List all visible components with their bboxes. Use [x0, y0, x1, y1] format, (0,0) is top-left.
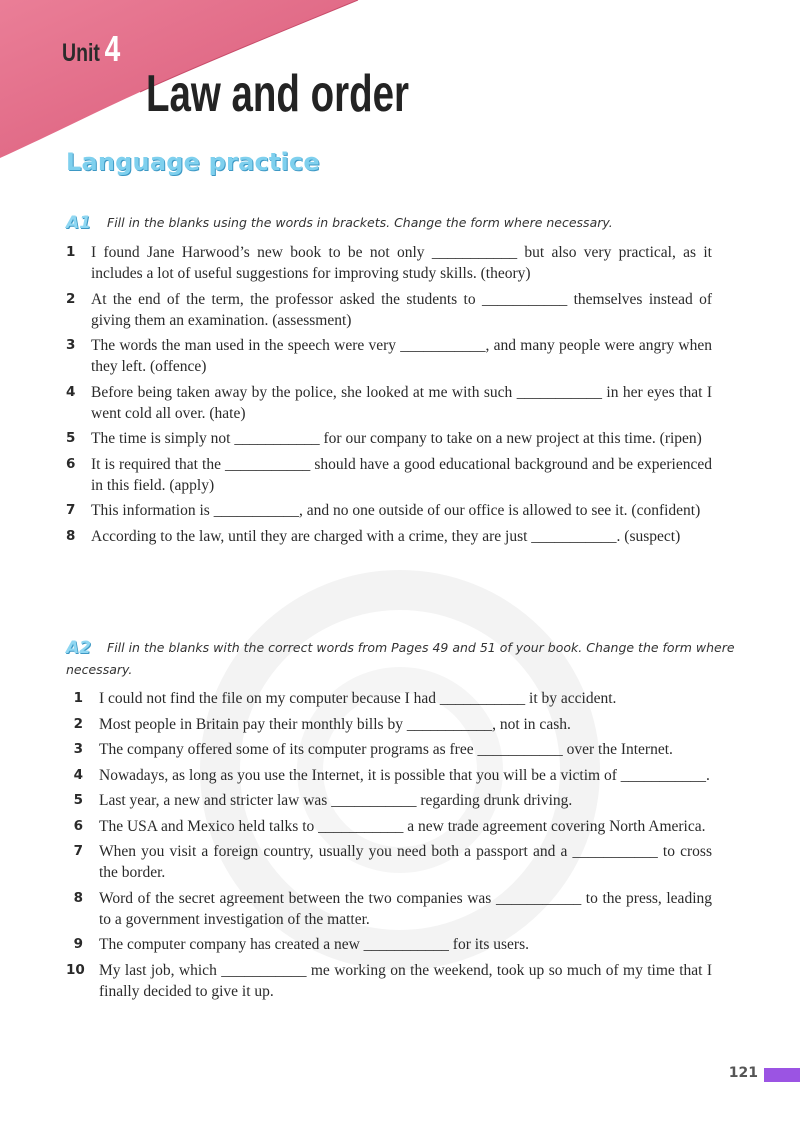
exercise-a1-list [66, 242, 712, 551]
page-number-bar [764, 1068, 800, 1082]
page-number: 121 [728, 1065, 758, 1081]
exercise-item [66, 335, 712, 377]
item-number: 5 [66, 430, 76, 446]
exercise-item [66, 526, 712, 547]
item-number: 8 [66, 527, 76, 544]
exercise-a2-instruction: Fill in the blanks with the correct words from Pages 49 and 51 of your book. Change the form where necessary. [66, 640, 735, 677]
item-number: 7 [66, 502, 76, 518]
item-text: At the end of the term, the professor asked the students to ___________ themselves instead of giving them an examination. (assessment) [91, 290, 712, 329]
item-number: 10 [66, 961, 85, 978]
exercise-a2-badge: A2 [66, 638, 91, 658]
item-text: The computer company has created a new ___________ for its users. [99, 936, 529, 953]
exercise-item [66, 454, 712, 496]
item-number: 2 [73, 715, 83, 732]
item-number: 5 [73, 792, 83, 808]
exercise-item [66, 790, 712, 811]
item-text: My last job, which ___________ me working on the weekend, took up so much of my time that I finally decided to give it up. [99, 961, 712, 1000]
item-number: 7 [73, 843, 83, 859]
item-text: I could not find the file on my computer because I had ___________ it by accident. [99, 690, 617, 707]
unit-label [62, 28, 120, 70]
exercise-item [66, 500, 712, 521]
section-title: Language practice [66, 148, 320, 176]
item-number: 6 [66, 455, 76, 472]
item-text: The words the man used in the speech were very ___________, and many people were angry when they left. (offence) [91, 337, 712, 375]
item-text: The USA and Mexico held talks to ___________ a new trade agreement covering North America. [99, 817, 706, 835]
item-text: Nowadays, as long as you use the Internet, it is possible that you will be a victim of ___________. [99, 766, 710, 784]
item-number: 4 [66, 383, 76, 400]
item-number: 3 [66, 337, 76, 353]
item-text: Most people in Britain pay their monthly bills by ___________, not in cash. [99, 715, 571, 733]
exercise-item [66, 841, 712, 883]
item-text: The time is simply not ___________ for our company to take on a new project at this time. (ripen) [91, 430, 702, 447]
item-text: Word of the secret agreement between the two companies was ___________ to the press, leading to a government investigation of the matter. [99, 889, 712, 928]
item-text: When you visit a foreign country, usually you need both a passport and a ___________ to cross the border. [99, 843, 712, 881]
exercise-item [66, 960, 712, 1002]
unit-number: 4 [104, 28, 121, 69]
exercise-item [66, 816, 712, 837]
item-text: It is required that the ___________ should have a good educational background and be experienced in this field. (apply) [91, 455, 712, 494]
exercise-item [66, 934, 712, 955]
item-number: 1 [66, 244, 76, 260]
exercise-a1-instruction: Fill in the blanks using the words in brackets. Change the form where necessary. [107, 215, 613, 230]
item-number: 4 [73, 766, 83, 783]
item-text: I found Jane Harwood’s new book to be not only ___________ but also very practical, as it includes a lot of useful suggestions for improving study skills. (theory) [91, 244, 712, 282]
page-title: Law and order [146, 65, 410, 123]
exercise-item [66, 739, 712, 760]
exercise-item [66, 688, 712, 709]
item-text: This information is ___________, and no one outside of our office is allowed to see it. (confident) [91, 502, 701, 519]
item-number: 3 [73, 741, 83, 757]
exercise-a2-header [66, 637, 736, 681]
exercise-a1-header [66, 212, 736, 234]
item-text: According to the law, until they are charged with a crime, they are just ___________. (suspect) [91, 527, 681, 545]
unit-word: Unit [62, 39, 100, 67]
item-number: 6 [73, 817, 83, 834]
exercise-item [66, 242, 712, 284]
item-text: Before being taken away by the police, she looked at me with such ___________ in her eyes that I went cold all over. (hate) [91, 383, 712, 422]
exercise-item [66, 382, 712, 424]
item-text: Last year, a new and stricter law was ___________ regarding drunk driving. [99, 792, 573, 809]
item-number: 8 [73, 889, 83, 906]
item-number: 1 [73, 690, 83, 706]
exercise-item [66, 714, 712, 735]
item-number: 9 [73, 936, 83, 952]
exercise-a1-badge: A1 [66, 213, 91, 233]
item-text: The company offered some of its computer programs as free ___________ over the Internet. [99, 741, 673, 758]
exercise-item [66, 428, 712, 449]
exercise-item [66, 289, 712, 331]
exercise-a2-list [66, 688, 712, 1006]
exercise-item [66, 888, 712, 930]
exercise-item [66, 765, 712, 786]
item-number: 2 [66, 290, 76, 307]
